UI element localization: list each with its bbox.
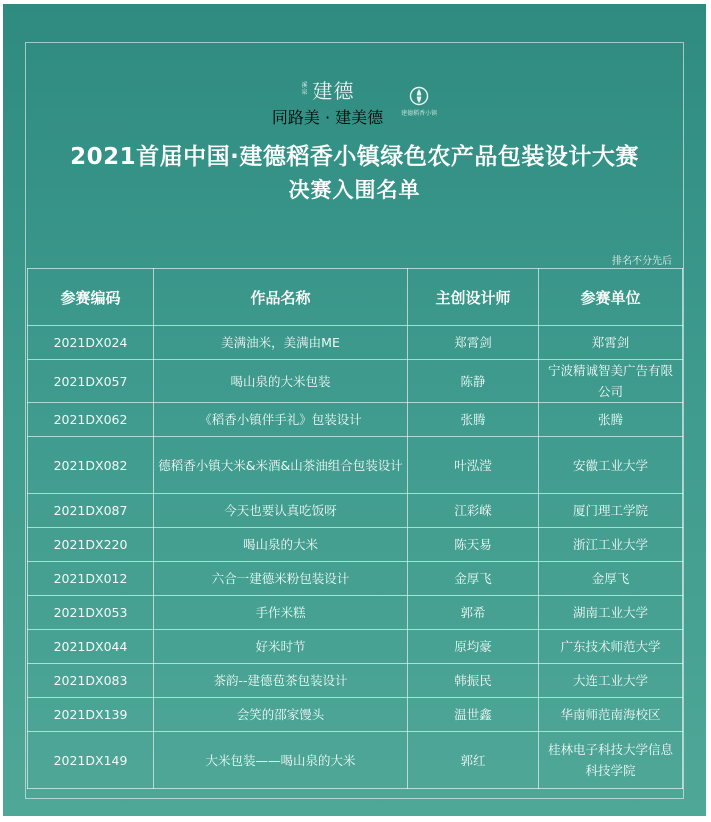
cell-designer: 温世鑫 <box>408 698 539 732</box>
cell-work: 喝山泉的大米包装 <box>154 360 408 403</box>
table-row <box>28 528 683 562</box>
cell-designer: 叶泓滢 <box>408 437 539 494</box>
cell-unit: 广东技术师范大学 <box>539 630 683 664</box>
cell-unit: 安徽工业大学 <box>539 437 683 494</box>
cell-work: 手作米糕 <box>154 596 408 630</box>
cell-work: 《稻香小镇伴手礼》包装设计 <box>154 403 408 437</box>
cell-designer: 郭希 <box>408 596 539 630</box>
cell-code: 2021DX057 <box>28 360 154 403</box>
cell-unit: 金厚飞 <box>539 562 683 596</box>
daoxiang-town-logo <box>401 86 437 117</box>
logo-main-text: 建德 <box>312 78 355 103</box>
logo-b-sub-text: 建德稻香小镇 <box>401 109 438 117</box>
cell-work: 六合一建德米粉包装设计 <box>154 562 408 596</box>
table-row <box>28 596 683 630</box>
cell-designer: 陈天易 <box>408 528 539 562</box>
logo-sub-text: 同路美 · 建美德 <box>271 107 384 127</box>
page-title: 2021首届中国·建德稻香小镇绿色农产品包装设计大赛 <box>70 144 639 170</box>
cell-work: 大米包装——喝山泉的大米 <box>154 732 408 789</box>
cell-unit: 郑霄剑 <box>539 326 683 360</box>
cell-work: 好米时节 <box>154 630 408 664</box>
cell-unit: 浙江工业大学 <box>539 528 683 562</box>
table-row <box>28 732 683 789</box>
header-designer: 主创设计师 <box>408 269 539 326</box>
cell-work: 会笑的邵家馒头 <box>154 698 408 732</box>
cell-work: 今天也要认真吃饭呀 <box>154 494 408 528</box>
page-subtitle: 决赛入围名单 <box>288 178 421 202</box>
cell-designer: 江彩嵘 <box>408 494 539 528</box>
jiande-logo <box>272 75 383 128</box>
table-row <box>28 562 683 596</box>
cell-code: 2021DX149 <box>28 732 154 789</box>
table-row <box>28 437 683 494</box>
header-work: 作品名称 <box>154 269 408 326</box>
table-row <box>28 360 683 403</box>
cell-designer: 张腾 <box>408 403 539 437</box>
cell-code: 2021DX044 <box>28 630 154 664</box>
cell-unit: 宁波精诚智美广告有限公司 <box>539 360 683 403</box>
header-unit: 参赛单位 <box>539 269 683 326</box>
cell-code: 2021DX087 <box>28 494 154 528</box>
cell-code: 2021DX083 <box>28 664 154 698</box>
cell-code: 2021DX062 <box>28 403 154 437</box>
cell-code: 2021DX220 <box>28 528 154 562</box>
cell-code: 2021DX024 <box>28 326 154 360</box>
cell-work: 茶韵--建德苞茶包装设计 <box>154 664 408 698</box>
cell-designer: 陈静 <box>408 360 539 403</box>
cell-designer: 郑霄剑 <box>408 326 539 360</box>
table-row <box>28 664 683 698</box>
cell-work: 喝山泉的大米 <box>154 528 408 562</box>
rice-emblem-icon <box>409 86 429 106</box>
cell-unit: 华南师范南海校区 <box>539 698 683 732</box>
table-header-row <box>28 269 683 326</box>
cell-code: 2021DX139 <box>28 698 154 732</box>
cell-code: 2021DX012 <box>28 562 154 596</box>
cell-code: 2021DX082 <box>28 437 154 494</box>
cell-designer: 金厚飞 <box>408 562 539 596</box>
cell-designer: 郭红 <box>408 732 539 789</box>
logo-bar <box>3 78 706 127</box>
table-row <box>28 494 683 528</box>
cell-unit: 大连工业大学 <box>539 664 683 698</box>
cell-work: 德稻香小镇大米&米酒&山茶油组合包装设计 <box>154 437 408 494</box>
cell-work: 美满油米，美满由ME <box>154 326 408 360</box>
cell-designer: 韩振民 <box>408 664 539 698</box>
poster <box>3 4 706 816</box>
cell-unit: 张腾 <box>539 403 683 437</box>
cell-unit: 厦门理工学院 <box>539 494 683 528</box>
ranking-note: 排名不分先后 <box>612 256 672 267</box>
table-row <box>28 326 683 360</box>
table-row <box>28 403 683 437</box>
table-row <box>28 698 683 732</box>
header-code: 参赛编码 <box>28 269 154 326</box>
cell-code: 2021DX053 <box>28 596 154 630</box>
finalist-table <box>27 268 683 789</box>
logo-vertical-text: 溪泉 <box>301 82 308 96</box>
cell-designer: 原均豪 <box>408 630 539 664</box>
cell-unit: 桂林电子科技大学信息科技学院 <box>539 732 683 789</box>
cell-unit: 湖南工业大学 <box>539 596 683 630</box>
table-row <box>28 630 683 664</box>
